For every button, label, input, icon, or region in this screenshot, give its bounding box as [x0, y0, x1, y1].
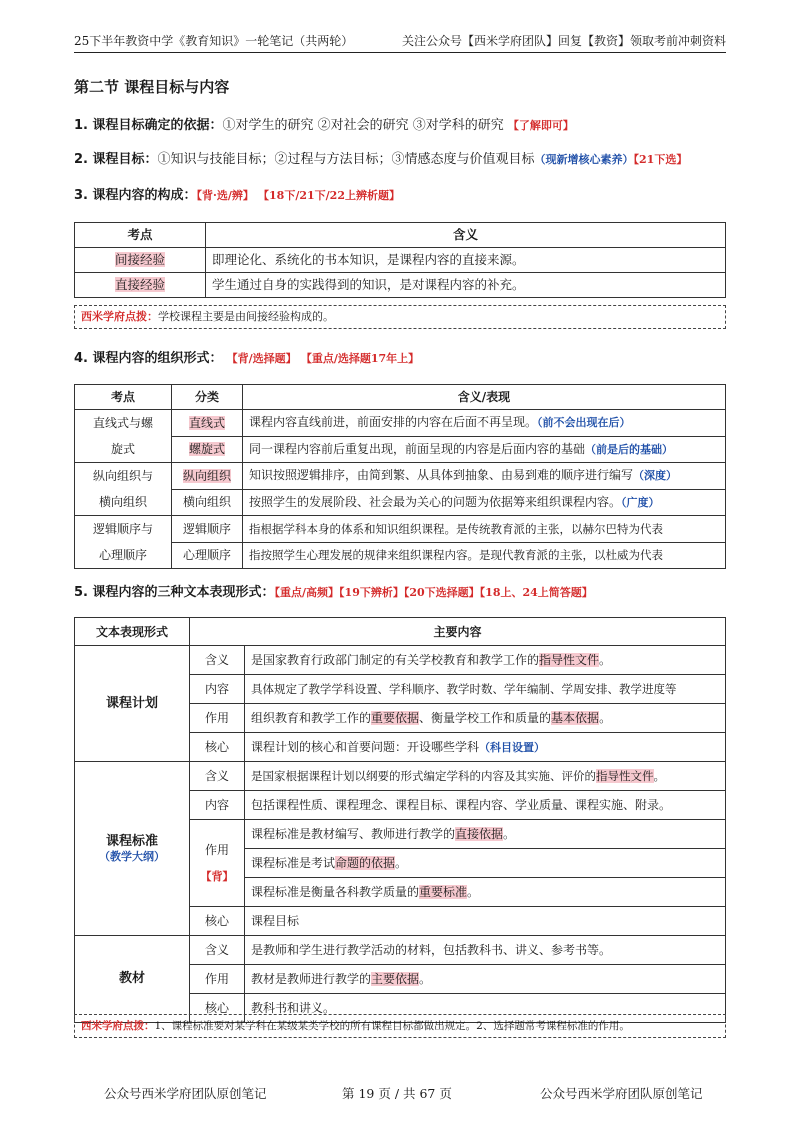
row-key: 内容 [190, 675, 245, 704]
table2-type: 心理顺序 [182, 548, 231, 563]
row-text: 课程目标 [245, 907, 726, 936]
row-text: 课程标准是衡量各科教学质量的 [251, 885, 420, 899]
row-text: 是国家教育行政部门制定的有关学校教育和教学工作的 [251, 653, 540, 667]
table-row [75, 646, 726, 675]
table2-key: 直线式与螺 [92, 416, 153, 430]
q3-line [74, 187, 400, 205]
table2-text: 指按照学生心理发展的规律来组织课程内容。是现代教育派的主张，以杜威为代表 [249, 548, 663, 563]
q4-head: 4. 课程内容的组织形式： [74, 351, 223, 366]
row-key: 作用 [204, 842, 229, 857]
table2-type: 横向组织 [182, 495, 231, 510]
row-text: 。 [395, 856, 408, 870]
table2-text: 知识按照逻辑排序，由简到繁、从具体到抽象、由易到难的顺序进行编写 [249, 468, 634, 483]
table-row [75, 248, 726, 273]
q4-tag2: 【重点/选择题17年上】 [300, 352, 420, 365]
table-experience [74, 222, 726, 298]
textbook-name: 教材 [75, 936, 190, 1023]
row-text: 是国家根据课程计划以纲要的形式编定学科的内容及其实施、评价的 [251, 769, 596, 783]
row-text: 课程标准是考试 [251, 856, 336, 870]
table-row [75, 516, 726, 543]
table1-value: 即理论化、系统化的书本知识，是课程内容的直接来源。 [206, 248, 726, 273]
table2-header: 考点 [75, 385, 172, 410]
table2-type: 螺旋式 [188, 442, 225, 457]
row-text: 。 [653, 769, 665, 783]
table2-key: 心理顺序 [98, 548, 147, 562]
table-row [75, 463, 726, 490]
q1-tag: 【了解即可】 [507, 119, 574, 132]
table3-header: 文本表现形式 [75, 618, 190, 646]
tip2-lead: 西米学府点拨： [81, 1020, 155, 1032]
plan-name: 课程计划 [75, 646, 190, 762]
row-key: 作用 [190, 965, 245, 994]
row-text: 、衡量学校工作和质量的 [419, 711, 552, 725]
section-title: 第二节 课程目标与内容 [74, 78, 230, 96]
row-text: 。 [503, 827, 516, 841]
q1-head: 1. 课程目标确定的依据： [74, 118, 223, 133]
row-highlight: 指导性文件 [539, 653, 600, 667]
table2-type: 纵向组织 [182, 468, 231, 483]
row-highlight: 基本依据 [551, 711, 600, 725]
table-row [75, 936, 726, 965]
row-key: 核心 [190, 907, 245, 936]
table-row [75, 410, 726, 437]
table2-key: 纵向组织与 [92, 469, 153, 483]
q3-tag1: 【背·选/辨】 [196, 189, 254, 202]
table-text-forms [74, 617, 726, 1023]
q1-line [74, 117, 574, 135]
row-highlight: 重要依据 [371, 711, 420, 725]
table1-key: 直接经验 [114, 277, 165, 292]
table-row [75, 273, 726, 298]
q3-head: 3. 课程内容的构成： [74, 188, 197, 203]
row-text: 包括课程性质、课程理念、课程目标、课程内容、学业质量、课程实施、附录。 [245, 791, 726, 820]
q5-head: 5. 课程内容的三种文本表现形式： [74, 585, 275, 600]
row-key: 作用 [190, 704, 245, 733]
tip2-text: 1、课程标准要对某学科在某级某类学校的所有课程目标都做出规定。2、选择题常考课程标准的作用。 [154, 1020, 630, 1032]
q2-head: 2. 课程目标： [74, 152, 158, 167]
q5-tag1: 【重点/高频】 [274, 586, 340, 599]
table2-note: （广度） [621, 495, 660, 509]
header-left: 25下半年教资中学《教育知识》一轮笔记（共两轮） [74, 34, 354, 48]
table1-key: 间接经验 [114, 252, 165, 267]
table2-key: 旋式 [110, 442, 135, 456]
row-text: 课程计划的核心和首要问题：开设哪些学科 [251, 739, 480, 754]
q5-tag4: 【18上、24上简答题】 [479, 586, 593, 599]
standard-sub: （教学大纲） [99, 849, 165, 863]
table1-header: 含义 [206, 223, 726, 248]
standard-name: 课程标准 [105, 833, 158, 849]
row-text: 。 [599, 711, 612, 725]
header-right: 关注公众号【西米学府团队】回复【教资】领取考前冲刺资料 [401, 34, 726, 48]
table2-text: 课程内容直线前进，前面安排的内容在后面不再呈现。 [249, 415, 538, 430]
page-number: 第 19 页 / 共 67 页 [342, 1086, 452, 1101]
row-key: 核心 [190, 733, 245, 762]
row-highlight: 直接依据 [455, 827, 504, 841]
q5-tag3: 【20下选择题】 [403, 586, 480, 599]
q2-blue: （现新增核心素养） [534, 153, 634, 166]
row-text: 教科书和讲义。 [245, 994, 726, 1023]
row-key: 含义 [190, 936, 245, 965]
table2-header: 分类 [172, 385, 243, 410]
q3-tag2: 【18下/21下/22上辨析题】 [258, 189, 400, 202]
table-row [75, 542, 726, 569]
tip1-lead: 西米学府点拨： [81, 310, 158, 323]
row-blue-note: （科目设置） [479, 740, 546, 754]
table1-header: 考点 [75, 223, 206, 248]
q5-tag2: 【19下辨析】 [339, 586, 404, 599]
page-header [74, 30, 726, 53]
q4-line [74, 350, 419, 368]
q2-body: ①知识与技能目标；②过程与方法目标；③情感态度与价值观目标 [157, 152, 535, 167]
q4-tag1: 【背/选择题】 [226, 352, 297, 365]
row-highlight: 主要依据 [371, 972, 420, 986]
row-highlight: 重要标准 [419, 885, 468, 899]
table-row [75, 436, 726, 463]
table2-note: （前不会出现在后） [537, 416, 631, 430]
row-text: 。 [419, 972, 432, 986]
row-text: 。 [467, 885, 480, 899]
table1-value: 学生通过自身的实践得到的知识，是对课程内容的补充。 [206, 273, 726, 298]
footer-right: 公众号西米学府团队原创笔记 [540, 1086, 703, 1101]
table2-note: （深度） [633, 469, 678, 483]
table2-key: 逻辑顺序与 [92, 522, 153, 536]
tip-box-2 [74, 1014, 726, 1038]
row-text: 是教师和学生进行教学活动的材料，包括教科书、讲义、参考书等。 [245, 936, 726, 965]
table-organization [74, 384, 726, 569]
table2-text: 指根据学科本身的体系和知识组织课程。是传统教育派的主张，以赫尔巴特为代表 [249, 521, 663, 536]
table2-text: 按照学生的发展阶段、社会最为关心的问题为依据筹来组织课程内容。 [249, 494, 622, 509]
row-text: 课程标准是教材编写、教师进行教学的 [251, 827, 456, 841]
table2-text: 同一课程内容前后重复出现，前面呈现的内容是后面内容的基础 [249, 441, 586, 456]
footer-left: 公众号西米学府团队原创笔记 [104, 1086, 267, 1101]
row-key: 含义 [190, 762, 245, 791]
table2-type: 逻辑顺序 [182, 521, 231, 536]
table2-header: 含义/表现 [243, 385, 726, 410]
row-text: 具体规定了教学学科设置、学科顺序、教学时数、学年编制、学周安排、教学进度等 [245, 675, 726, 704]
tip1-text: 学校课程主要是由间接经验构成的。 [158, 310, 334, 323]
row-text: 教材是教师进行教学的 [251, 972, 372, 986]
q2-tag: 【21下选】 [633, 153, 688, 166]
table3-header: 主要内容 [190, 618, 726, 646]
table2-note: （前是后的基础） [585, 442, 674, 456]
row-text: 组织教育和教学工作的 [251, 711, 372, 725]
row-highlight: 指导性文件 [596, 769, 654, 783]
table2-key: 横向组织 [98, 495, 147, 509]
row-key: 核心 [190, 994, 245, 1023]
q5-line [74, 584, 593, 602]
q1-body: ①对学生的研究 ②对社会的研究 ③对学科的研究 [222, 118, 504, 133]
table2-type: 直线式 [188, 415, 225, 430]
q2-line [74, 151, 687, 169]
row-text: 。 [599, 653, 612, 667]
row-key: 内容 [190, 791, 245, 820]
role-tag: 【背】 [200, 869, 234, 883]
table-row [75, 762, 726, 791]
tip-box-1 [74, 305, 726, 329]
row-key: 含义 [190, 646, 245, 675]
table-row [75, 489, 726, 516]
row-highlight: 命题的依据 [335, 856, 396, 870]
